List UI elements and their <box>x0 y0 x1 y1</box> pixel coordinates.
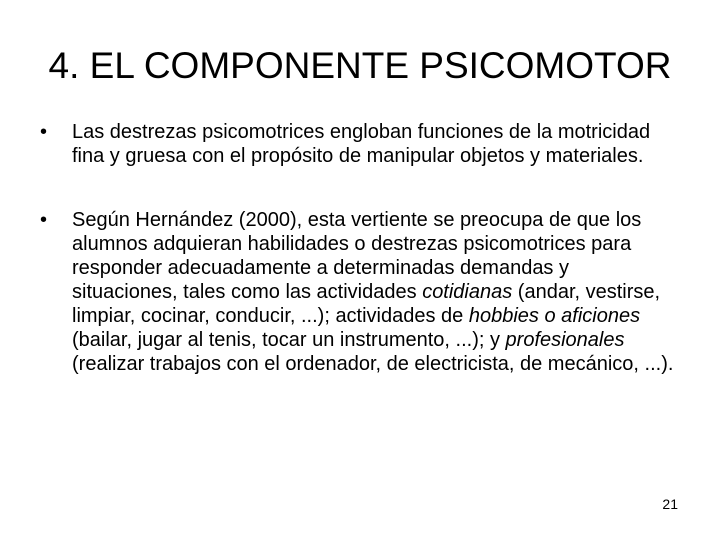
bullet-item-hernandez <box>40 208 680 376</box>
text-segment: (andar, vestirse, limpiar, cocinar, conducir, ...); actividades de <box>72 281 661 327</box>
bullet-text <box>72 208 680 376</box>
emphasis-cotidianas: cotidianas <box>422 281 513 303</box>
text-segment: Según Hernández (2000), esta vertiente se preocupa de que los alumnos adquieran habilidades o destrezas psicomotrices para responder adecuadamente a determinadas demandas y situaciones, tales como las actividades <box>72 209 642 303</box>
bullet-icon: • <box>40 209 48 231</box>
bullet-item-destrezas <box>40 120 680 168</box>
bullet-text: Las destrezas psicomotrices engloban funciones de la motricidad fina y gruesa con el propósito de manipular objetos y materiales. <box>72 121 651 167</box>
page-number: 21 <box>662 496 678 512</box>
bullet-list <box>40 120 680 376</box>
emphasis-profesionales: profesionales <box>505 329 625 351</box>
bullet-icon: • <box>40 121 48 143</box>
slide-title: 4. EL COMPONENTE PSICOMOTOR <box>48 45 672 86</box>
text-segment: (realizar trabajos con el ordenador, de electricista, de mecánico, ...). <box>72 353 674 375</box>
text-segment: (bailar, jugar al tenis, tocar un instrumento, ...); y <box>72 329 506 351</box>
emphasis-hobbies: hobbies o aficiones <box>468 305 641 327</box>
